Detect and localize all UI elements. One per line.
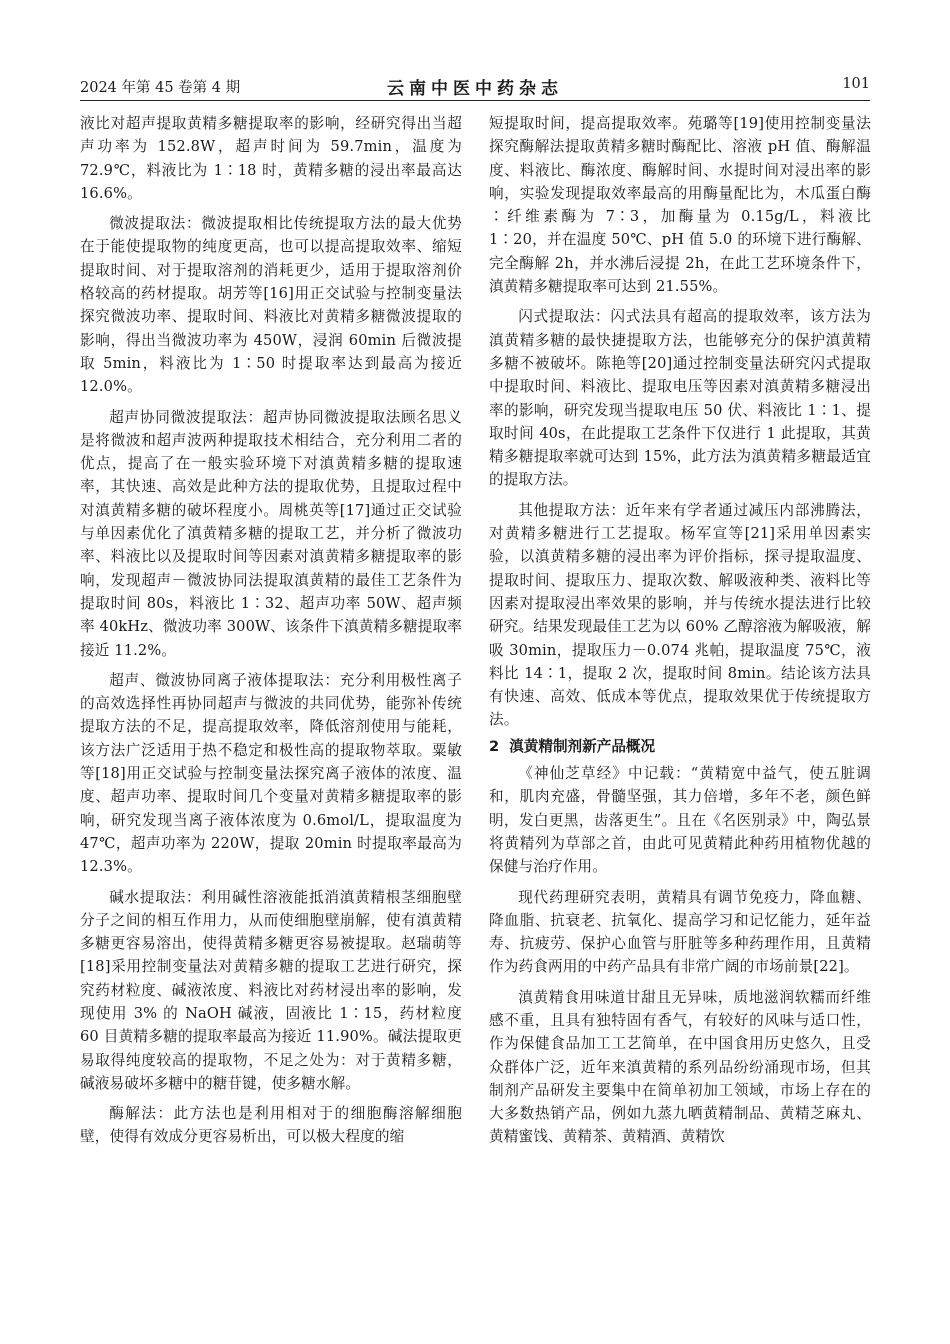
paragraph: 其他提取方法：近年来有学者通过减压内部沸腾法，对黄精多糖进行工艺提取。杨军宣等[21]采用单因素实验，以滇黄精多糖的浸出率为评价指标，探寻提取温度、提取时间、提取压力、提取次数、解吸液种类、液料比等因素对提取浸出率效果的影响，并与传统水提法进行比较研究。结果发现最佳工艺为以 60% 乙醇溶液为解吸液，解吸 30min，提取压力－0.074 兆帕，提取温度 75℃，液料比 14∶1，提取 2 次，提取时间 8min。结论该方法具有快速、高效、低成本等优点，提取效果优于传统提取方法。 — [489, 501, 871, 729]
header-rule — [80, 100, 870, 101]
paragraph: 滇黄精食用味道甘甜且无异味，质地滋润软糯而纤维感不重，且具有独特固有香气，有较好的风味与适口性，作为保健食品加工工艺简单，在中国食用历史悠久，且受众群体广泛，近年来滇黄精的系列品纷纷涌现市场，但其制剂产品研发主要集中在简单初加工领域，市场上存在的大多数热销产品，例如九蒸九晒黄精制品、黄精芝麻丸、黄精蜜饯、黄精茶、黄精酒、黄精饮 — [489, 988, 871, 1146]
paragraph: 超声、微波协同离子液体提取法：充分利用极性离子的高效选择性再协同超声与微波的共同优势，能弥补传统提取方法的不足，提高提取效率，降低溶剂使用与能耗，该方法广泛适用于热不稳定和极性高的提取物萃取。粟敏等[18]用正交试验与控制变量法探究离子液体的浓度、温度、超声功率、提取时间几个变量对黄精多糖提取率的影响，研究发现当离子液体浓度为 0.6mol/L，提取温度为 47℃，超声功率为 220W，提取 20min 时提取率最高为 12.3%。 — [80, 671, 462, 876]
paragraph: 《神仙芝草经》中记载：“黄精宽中益气，使五脏调和，肌肉充盛，骨髓坚强，其力倍增，多年不老，颜色鲜明，发白更黑，齿落更生”。且在《名医别录》中，陶弘景将黄精列为草部之首，由此可见黄精此种药用植物优越的保健与治疗作用。 — [489, 765, 871, 876]
paragraph: 现代药理研究表明，黄精具有调节免疫力，降血糖、降血脂、抗衰老、抗氧化、提高学习和记忆能力，延年益寿、抗疲劳、保护心血管与肝脏等多种药理作用，且黄精作为药食两用的中药产品具有非常广阔的市场前景[22]。 — [489, 888, 871, 976]
paragraph: 短提取时间，提高提取效率。苑璐等[19]使用控制变量法探究酶解法提取黄精多糖时酶配比、溶液 pH 值、酶解温度、料液比、酶浓度、酶解时间、水提时间对浸出率的影响，实验发现提取效率最高的用酶量配比为，木瓜蛋白酶∶纤维素酶为 7∶3，加酶量为 0.15g/L，料液比 1∶20，并在温度 50℃、pH 值 5.0 的环境下进行酶解、完全酶解 2h，并水沸后浸提 2h，在此工艺环境条件下，滇黄精多糖提取率可达到 21.55%。 — [489, 115, 871, 296]
paragraph: 闪式提取法：闪式法具有超高的提取效率，该方法为滇黄精多糖的最快捷提取方法，也能够充分的保护滇黄精多糖不被破坏。陈艳等[20]通过控制变量法研究闪式提取中提取时间、料液比、提取电压等因素对滇黄精多糖浸出率的影响，研究发现当提取电压 50 伏、料液比 1∶1、提取时间 40s，在此提取工艺条件下仅进行 1 此提取，其黄精多糖提取率就可达到 15%，此方法为滇黄精多糖最适宜的提取方法。 — [489, 308, 871, 489]
left-column — [80, 112, 462, 1312]
journal-title: 云南中医中药杂志 — [387, 79, 563, 99]
page-header — [80, 76, 870, 98]
paragraph: 液比对超声提取黄精多糖提取率的影响，经研究得出当超声功率为 152.8W，超声时间为 59.7min，温度为 72.9℃，料液比为 1∶18 时，黄精多糖的浸出率最高达 16.6%。 — [80, 115, 462, 202]
paragraph: 酶解法：此方法也是利用相对于的细胞酶溶解细胞壁，使得有效成分更容易析出，可以极大程度的缩 — [80, 1105, 462, 1146]
page-number: 101 — [842, 76, 870, 92]
paragraph: 碱水提取法：利用碱性溶液能抵消滇黄精根茎细胞壁分子之间的相互作用力，从而使细胞壁崩解，使有滇黄精多糖更容易溶出，使得黄精多糖更容易被提取。赵瑞萌等[18]采用控制变量法对黄精多糖的提取工艺进行研究，探究药材粒度、碱液浓度、料液比对药材浸出率的影响，发现使用 3% 的 NaOH 碱液，固液比 1∶15，药材粒度 60 目黄精多糖的提取率最高为接近 11.90%。碱法提取更易取得纯度较高的提取物，不足之处为：对于黄精多糖，碱液易破坏多糖中的糖苷键，使多糖水解。 — [80, 888, 462, 1092]
section-title: 滇黄精制剂新产品概况 — [509, 737, 656, 755]
paragraph: 超声协同微波提取法：超声协同微波提取法顾名思义是将微波和超声波两种提取技术相结合，充分利用二者的优点，提高了在一般实验环境下对滇黄精多糖的提取速率，其快速、高效是此种方法的提取优势，且提取过程中对滇黄精多糖的破坏程度小。周桃英等[17]通过正交试验与单因素优化了滇黄精多糖的提取工艺，并分析了微波功率、料液比以及提取时间等因素对滇黄精多糖提取率的影响，发现超声－微波协同法提取滇黄精的最佳工艺条件为提取时间 80s，料液比 1∶32、超声功率 50W、超声频率 40kHz、微波功率 300W、该条件下滇黄精多糖提取率接近 11.2%。 — [80, 408, 462, 659]
paragraph: 微波提取法：微波提取相比传统提取方法的最大优势在于能使提取物的纯度更高，也可以提高提取效率、缩短提取时间、对于提取溶剂的消耗更少，适用于提取溶剂价格较高的药材提取。胡芳等[16]用正交试验与控制变量法探究微波功率、提取时间、料液比对黄精多糖微波提取的影响，得出当微波功率为 450W，浸润 60min 后微波提取 5min，料液比为 1∶50 时提取率达到最高为接近 12.0%。 — [80, 215, 462, 396]
journal-issue: 2024 年第 45 卷第 4 期 — [80, 80, 241, 96]
right-column — [489, 112, 871, 1312]
section-heading — [489, 735, 871, 758]
section-number: 2 — [489, 737, 500, 755]
